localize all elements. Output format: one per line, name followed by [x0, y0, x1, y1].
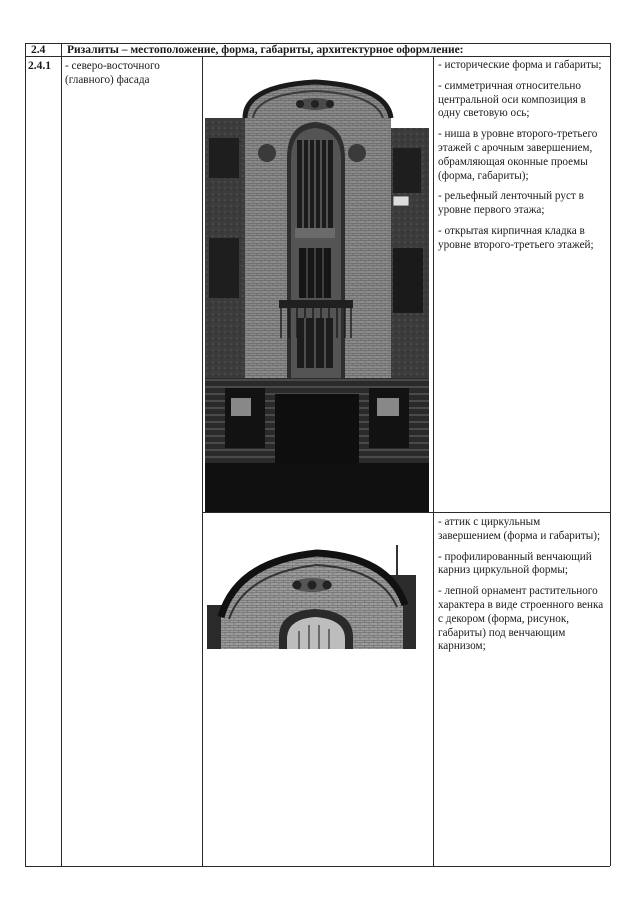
- number-column-divider: [61, 43, 62, 866]
- feature-item: - открытая кирпичная кладка в уровне второго-третьего этажей;: [438, 224, 594, 251]
- feature-list-lower: [438, 516, 604, 661]
- feature-item: - симметричная относительно центральной оси композиция в одну световую ось;: [438, 79, 586, 120]
- feature-item: - ниша в уровне второго-третьего этажей с арочным завершением, обрамляющая оконные проемы (форма, габариты);: [438, 128, 598, 182]
- feature-item: - профилированный венчающий карниз циркульной формы;: [438, 550, 592, 577]
- table-left-border: [25, 43, 26, 866]
- table-bottom-border: [25, 866, 610, 867]
- section-title: Ризалиты – местоположение, форма, габариты, архитектурное оформление:: [67, 44, 464, 56]
- feature-item: - лепной орнамент растительного характера в виде строенного венка с декором (форма, рисунок, габариты) под венчающим карнизом;: [438, 585, 604, 653]
- feature-item: - рельефный ленточный руст в уровне первого этажа;: [438, 190, 584, 217]
- table-right-border: [610, 43, 611, 866]
- feature-item: - аттик с циркульным завершением (форма и габариты);: [438, 516, 601, 542]
- section-number: 2.4: [31, 44, 46, 56]
- subrow-divider: [202, 512, 610, 513]
- location-column-divider: [202, 56, 203, 866]
- feature-item: - исторические форма и габариты;: [438, 59, 602, 71]
- photo-column-divider: [433, 56, 434, 866]
- feature-list-upper: [438, 59, 604, 260]
- facade-risalit-photo: [205, 78, 429, 512]
- facade-location: - северо-восточного (главного) фасада: [65, 60, 160, 86]
- attic-detail-photo: [207, 545, 416, 649]
- row-number: 2.4.1: [28, 60, 51, 72]
